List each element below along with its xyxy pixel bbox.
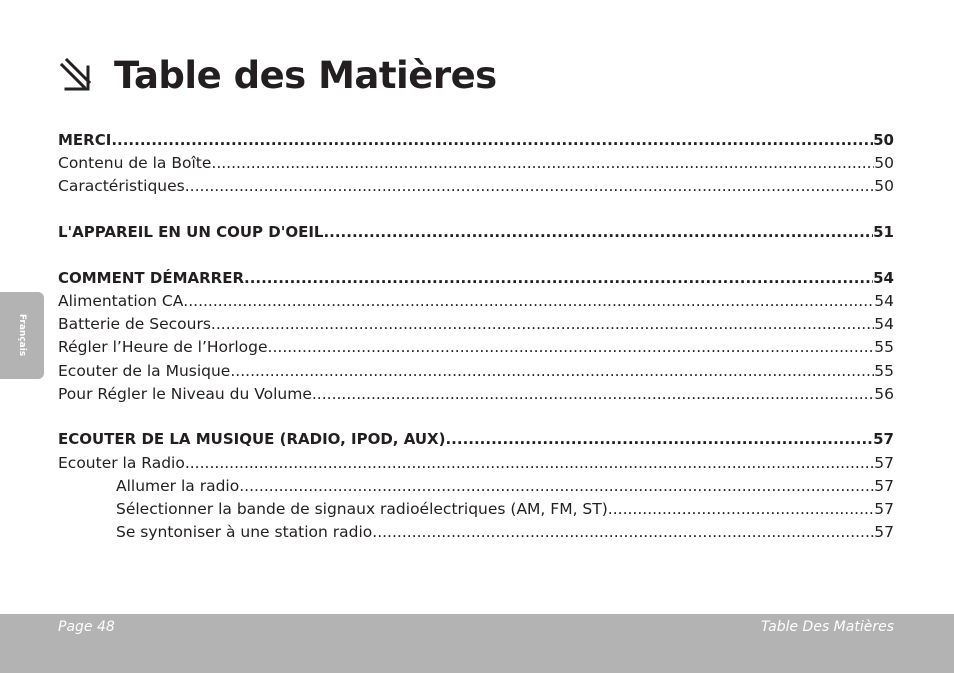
toc-entry-label: Caractéristiques [58,177,185,196]
page-number: Page 48 [58,619,115,635]
toc-leader-dots [185,452,874,475]
toc-entry [58,336,894,359]
toc-leader-dots [244,267,873,290]
toc-leader-dots [211,152,874,175]
toc-spacer [58,406,894,429]
toc-entry [58,313,894,336]
toc-entry-page: 54 [873,268,894,287]
toc-entry-label: Régler l’Heure de l’Horloge [58,338,268,357]
toc-leader-dots [111,129,873,152]
toc-entry-page: 57 [874,453,894,472]
toc-leader-dots [323,221,873,244]
toc-leader-dots [185,175,875,198]
toc-leader-dots [372,521,874,544]
toc-spacer [58,244,894,267]
toc-entry-page: 51 [873,223,894,242]
toc-leader-dots [211,313,874,336]
toc-entry-label: L'APPAREIL EN UN COUP D'OEIL [58,223,324,242]
toc-entry [58,175,894,198]
toc-entry [58,452,894,475]
toc-leader-dots [183,290,874,313]
toc-entry-label: Alimentation CA [58,291,184,310]
toc-entry-page: 54 [874,315,894,334]
toc-entry [58,383,894,406]
table-of-contents [58,129,894,544]
toc-entry-label: COMMENT DÉMARRER [58,268,244,287]
toc-entry [58,152,894,175]
toc-entry-label: Sélectionner la bande de signaux radioélectriques (AM, FM, ST) [116,499,608,518]
toc-spacer [58,199,894,222]
toc-entry-page: 54 [874,291,894,310]
toc-entry-page: 50 [873,131,894,149]
footer [0,614,954,673]
language-label: Français [17,313,27,357]
page-title-text: Table des Matières [114,53,497,97]
toc-entry-page: 50 [874,154,894,173]
toc-entry [58,129,894,152]
toc-entry [58,290,894,313]
toc-entry-label: Se syntoniser à une station radio [116,523,373,542]
toc-leader-dots [608,498,874,521]
toc-leader-dots [230,360,874,383]
toc-leader-dots [445,428,873,451]
toc-leader-dots [239,475,874,498]
toc-entry-page: 57 [873,430,894,449]
toc-entry-label: Contenu de la Boîte [58,154,212,173]
toc-entry-label: MERCI [58,131,112,149]
toc-entry-page: 55 [874,338,894,357]
toc-entry [58,521,894,544]
toc-entry [58,360,894,383]
toc-entry-label: Ecouter la Radio [58,453,185,472]
toc-entry-label: ECOUTER DE LA MUSIQUE (RADIO, IPOD, AUX) [58,430,446,449]
toc-entry-page: 50 [874,177,894,196]
footer-section-title: Table Des Matières [761,619,894,635]
toc-entry-label: Ecouter de la Musique [58,361,231,380]
toc-entry [58,428,894,451]
page-title [58,50,497,100]
toc-entry [58,221,894,244]
arrow-down-right-icon [58,57,94,93]
toc-entry-page: 56 [874,384,894,403]
toc-leader-dots [312,383,874,406]
toc-entry-label: Batterie de Secours [58,315,211,334]
toc-entry-page: 57 [874,499,894,518]
toc-entry-page: 55 [874,361,894,380]
toc-entry-page: 57 [874,523,894,542]
toc-entry [58,267,894,290]
toc-entry-label: Allumer la radio [116,476,240,495]
language-tab [0,292,44,379]
toc-entry [58,498,894,521]
toc-entry-page: 57 [874,476,894,495]
toc-entry [58,475,894,498]
toc-leader-dots [268,336,875,359]
toc-entry-label: Pour Régler le Niveau du Volume [58,384,312,403]
